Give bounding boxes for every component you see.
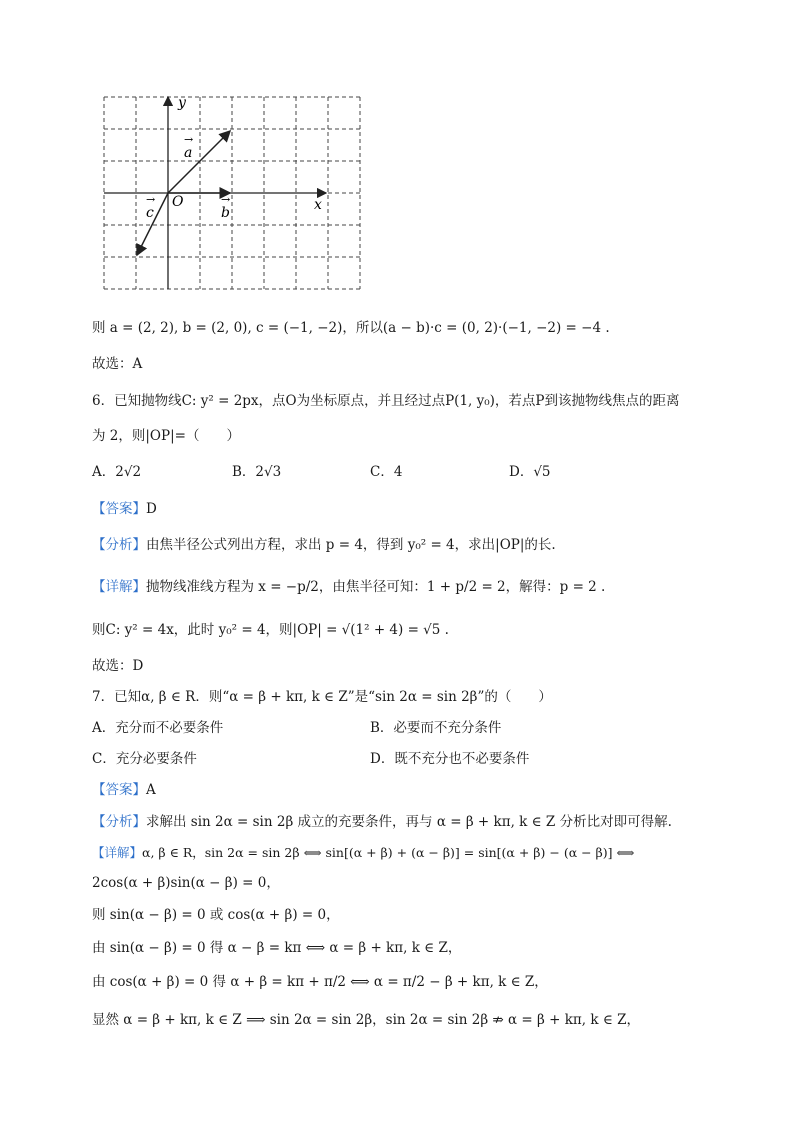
q6-analysis — [92, 535, 556, 555]
q7-detail — [92, 843, 634, 863]
vector-a-arrow-mark: → — [184, 133, 194, 146]
q7-option-b: B．必要而不充分条件 — [370, 720, 502, 736]
q7-stem: 7．已知α, β ∈ R．则“α = β + kπ, k ∈ Z”是“sin 2α = sin 2β”的（ ） — [92, 689, 552, 705]
q5-calculation: 则 a = (2, 2), b = (2, 0), c = (−1, −2)，所以(a − b)·c = (0, 2)·(−1, −2) = −4 . — [92, 320, 610, 336]
vector-b-label: b — [221, 205, 230, 221]
q6-option-a: A．2√2 — [92, 464, 142, 480]
q7-option-c: C．充分必要条件 — [92, 751, 197, 767]
analysis-tag: 【分析】 — [92, 537, 146, 553]
q7-analysis — [92, 812, 672, 832]
q6-stem-line2: 为 2，则|OP|=（ ） — [92, 428, 240, 444]
detail-tag: 【详解】 — [92, 845, 143, 860]
q7-detail-line5: 由 cos(α + β) = 0 得 α + β = kπ + π/2 ⟺ α = π/2 − β + kπ, k ∈ Z， — [92, 974, 548, 990]
q7-detail-line6: 显然 α = β + kπ, k ∈ Z ⟹ sin 2α = sin 2β，sin 2α = sin 2β ⇏ α = β + kπ, k ∈ Z， — [92, 1012, 640, 1028]
vector-b-arrow-mark: → — [221, 193, 231, 206]
origin-label: O — [172, 194, 184, 210]
q7-option-a: A．充分而不必要条件 — [92, 720, 224, 736]
q6-answer — [92, 499, 157, 519]
q7-option-d: D．既不充分也不必要条件 — [370, 751, 530, 767]
q6-stem-line1: 6．已知抛物线C: y² = 2px，点O为坐标原点，并且经过点P(1, y₀)，若点P到该抛物线焦点的距离 — [92, 393, 680, 409]
vector-c-label: c — [146, 205, 154, 221]
x-axis-label: x — [314, 197, 322, 213]
vector-c-arrow-mark: → — [146, 193, 156, 206]
q7-answer-value: A — [146, 782, 156, 798]
q6-detail-line2: 则C: y² = 4x，此时 y₀² = 4，则|OP| = √(1² + 4) = √5 . — [92, 622, 449, 638]
q7-detail-line4: 由 sin(α − β) = 0 得 α − β = kπ ⟺ α = β + kπ, k ∈ Z， — [92, 940, 462, 956]
q6-answer-value: D — [146, 501, 157, 517]
vector-grid-figure — [100, 95, 362, 295]
q7-detail-line3: 则 sin(α − β) = 0 或 cos(α + β) = 0， — [92, 907, 340, 923]
q6-detail — [92, 577, 605, 597]
q6-analysis-text: 由焦半径公式列出方程，求出 p = 4，得到 y₀² = 4，求出|OP|的长. — [146, 537, 556, 553]
detail-tag: 【详解】 — [92, 579, 146, 595]
q7-answer — [92, 780, 156, 800]
vector-a — [168, 131, 230, 193]
q6-option-d: D．√5 — [509, 464, 551, 480]
vector-a-label: a — [184, 145, 193, 161]
q7-detail-line2: 2cos(α + β)sin(α − β) = 0， — [92, 875, 280, 891]
answer-tag: 【答案】 — [92, 501, 146, 517]
q6-detail-text: 抛物线准线方程为 x = −p/2，由焦半径可知：1 + p/2 = 2，解得：p = 2 . — [146, 579, 606, 595]
q5-choose: 故选：A — [92, 356, 143, 372]
q6-option-c: C．4 — [370, 464, 403, 480]
analysis-tag: 【分析】 — [92, 814, 146, 830]
y-axis-label: y — [178, 95, 186, 111]
q6-choose: 故选：D — [92, 658, 144, 674]
answer-tag: 【答案】 — [92, 782, 146, 798]
q7-detail-text: α, β ∈ R，sin 2α = sin 2β ⟺ sin[(α + β) + (α − β)] = sin[(α + β) − (α − β)] ⟺ — [142, 845, 635, 860]
q6-option-b: B．2√3 — [232, 464, 282, 480]
q7-analysis-text: 求解出 sin 2α = sin 2β 成立的充要条件，再与 α = β + kπ, k ∈ Z 分析比对即可得解. — [146, 814, 672, 830]
